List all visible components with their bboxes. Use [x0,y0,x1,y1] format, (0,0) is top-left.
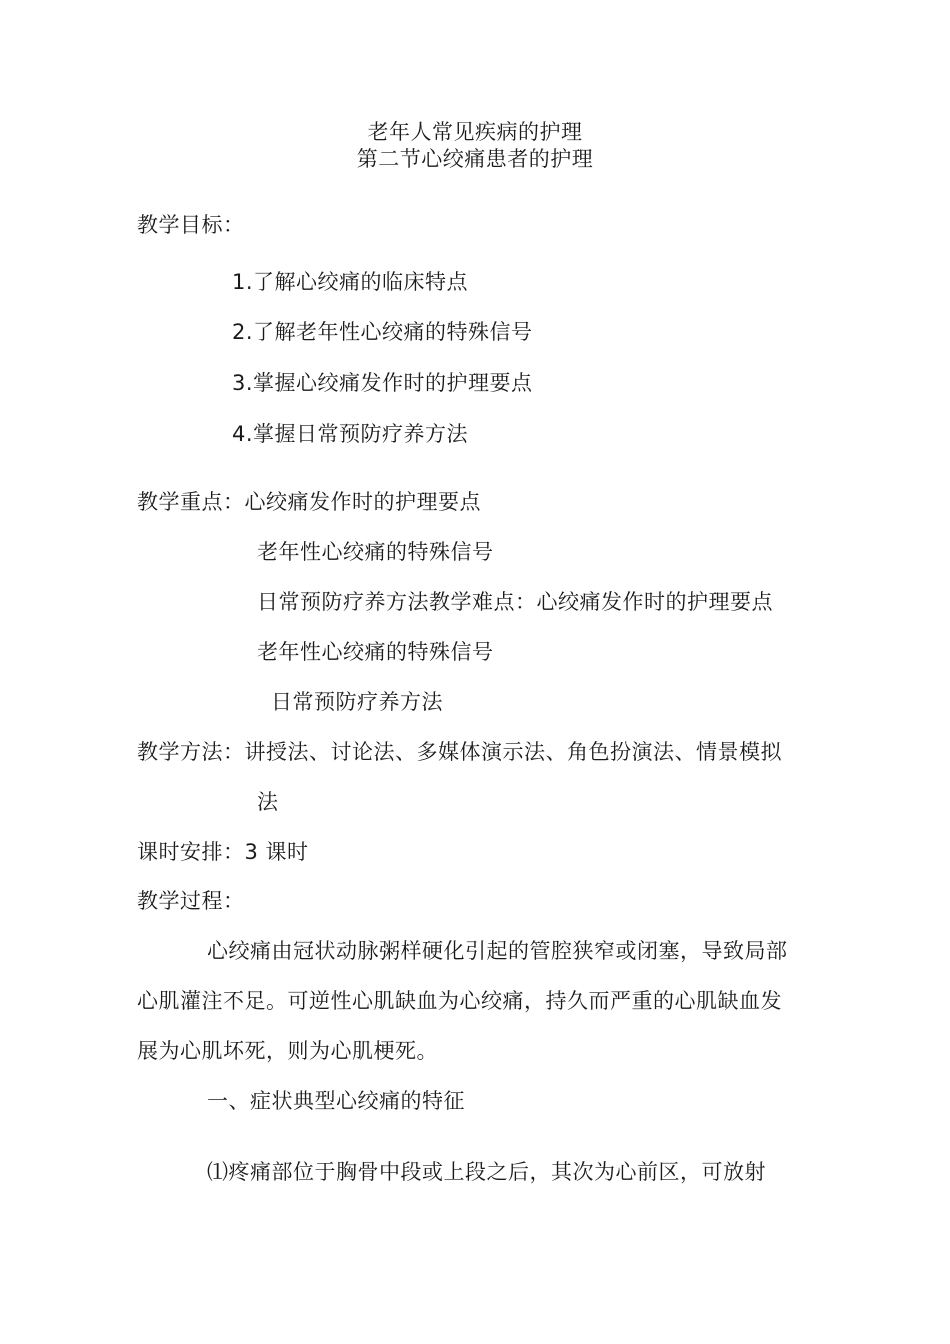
section-heading: 一、症状典型心绞痛的特征 [207,1089,465,1113]
key-points-line-5: 日常预防疗养方法 [271,690,443,714]
objective-item-3: 3.掌握心绞痛发作时的护理要点 [232,371,533,395]
key-points-line-3: 日常预防疗养方法教学难点：心绞痛发作时的护理要点 [257,590,773,614]
objective-item-4: 4.掌握日常预防疗养方法 [232,422,469,446]
list-item-1: ⑴疼痛部位于胸骨中段或上段之后，其次为心前区，可放射 [207,1160,766,1184]
process-label: 教学过程： [137,889,245,913]
key-points-line-2: 老年性心绞痛的特殊信号 [257,540,494,564]
key-points-line-4: 老年性心绞痛的特殊信号 [257,640,494,664]
document-title: 老年人常见疾病的护理 [367,120,583,144]
objective-item-2: 2.了解老年性心绞痛的特殊信号 [232,320,533,344]
paragraph-line-1: 心绞痛由冠状动脉粥样硬化引起的管腔狭窄或闭塞，导致局部 [207,939,788,963]
paragraph-line-3: 展为心肌坏死，则为心肌梗死。 [137,1039,438,1063]
objective-item-1: 1.了解心绞痛的临床特点 [232,270,469,294]
methods-line-2: 法 [257,790,279,814]
methods-line-1: 教学方法：讲授法、讨论法、多媒体演示法、角色扮演法、情景模拟 [137,740,782,764]
schedule-line: 课时安排：3 课时 [137,840,309,864]
key-points-line-1: 教学重点：心绞痛发作时的护理要点 [137,490,481,514]
paragraph-line-2: 心肌灌注不足。可逆性心肌缺血为心绞痛，持久而严重的心肌缺血发 [137,989,782,1013]
objectives-label: 教学目标： [137,213,245,237]
document-subtitle: 第二节心绞痛患者的护理 [356,147,594,171]
